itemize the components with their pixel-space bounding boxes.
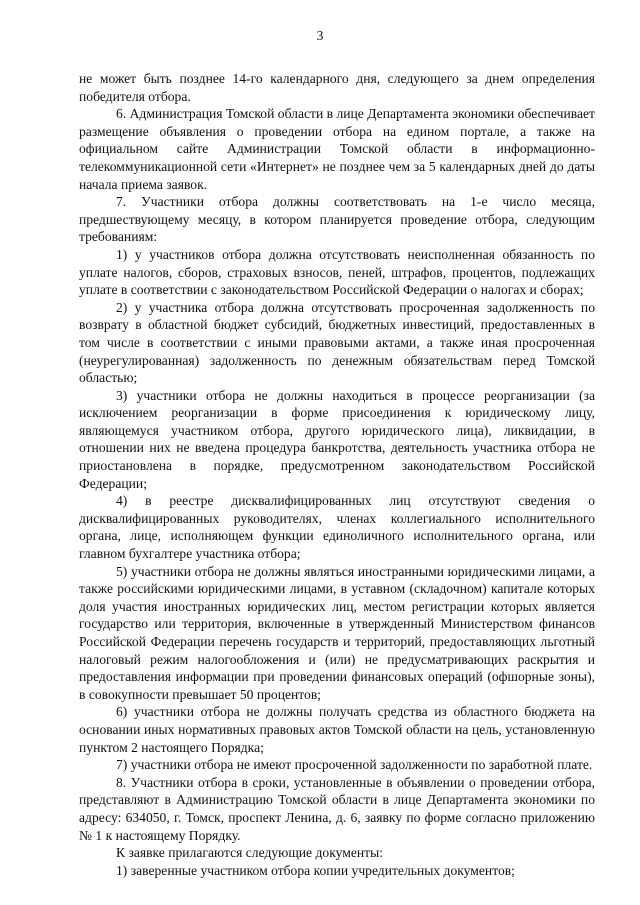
paragraph: 8. Участники отбора в сроки, установленные в объявлении о проведении отбора, представляют в Администрацию Томской области в лице Департамента экономики по адресу: 634050, г. Томск, проспект Ленина, д. 6, заявку по форме согласно приложению № 1 к настоящему Порядку.: [79, 774, 595, 843]
list-item: 4) в реестре дисквалифицированных лиц отсутствуют сведения о дисквалифицированных руководителях, членах коллегиального исполнительного органа, лице, исполняющем функции единоличного исполнительного органа, или главном бухгалтере участника отбора;: [79, 493, 595, 562]
page-number: 3: [316, 28, 324, 43]
list-item: 7) участники отбора не имеют просроченной задолженности по заработной плате.: [116, 757, 593, 773]
list-item: 1) у участников отбора должна отсутствовать неисполненная обязанность по уплате налогов, сборов, страховых взносов, пеней, штрафов, процентов, подлежащих уплате в соответствии с законодательством Российской Федерации о налогах и сборах;: [79, 246, 595, 298]
list-item: 5) участники отбора не должны являться иностранными юридическими лицами, а также российскими юридическими лицами, в уставном (складочном) капитале которых доля участия иностранных юридических лиц, местом регистрации которых является государство или территория, включенные в утвержденный Министерством финансов Российской Федерации перечень государств и территорий, предоставляющих льготный налоговый режим налогообложения и (или) не предусматривающих раскрытия и предоставления информации при проведении финансовых операций (офшорные зоны), в совокупности превышает 50 процентов;: [79, 563, 595, 702]
paragraph: 7. Участники отбора должны соответствовать на 1-е число месяца, предшествующему месяцу, в котором планируется проведение отбора, следующим требованиям:: [79, 194, 595, 245]
document-body: [79, 70, 595, 879]
list-item: 6) участники отбора не должны получать средства из областного бюджета на основании иных нормативных правовых актов Томской области на цель, установленную пунктом 2 настоящего Порядка;: [79, 704, 595, 755]
paragraph: 6. Администрация Томской области в лице Департамента экономики обеспечивает размещение объявления о проведении отбора на едином портале, а также на официальном сайте Администрации Томской области в информационно-телекоммуникационной сети «Интернет» не позднее чем за 5 календарных дней до даты начала приема заявок.: [79, 106, 595, 192]
list-item: 1) заверенные участником отбора копии учредительных документов;: [116, 862, 515, 878]
list-item: 2) у участника отбора должна отсутствовать просроченная задолженность по возврату в областной бюджет субсидий, бюджетных инвестиций, предоставленных в том числе в соответствии с иными правовыми актами, а также иная просроченная (неурегулированная) задолженность по денежным обязательствам перед Томской областью;: [79, 299, 595, 386]
paragraph: К заявке прилагаются следующие документы:: [116, 845, 383, 861]
list-item: 3) участники отбора не должны находиться в процессе реорганизации (за исключением реорганизации в форме присоединения к юридическому лицу, являющемуся участником отбора, другого юридического лица), ликвидации, в отношении них не введена процедура банкротства, деятельность участника отбора не приостановлена в порядке, предусмотренном законодательством Российской Федерации;: [79, 387, 595, 491]
paragraph: не может быть позднее 14-го календарного дня, следующего за днем определения победителя отбора.: [79, 71, 595, 104]
